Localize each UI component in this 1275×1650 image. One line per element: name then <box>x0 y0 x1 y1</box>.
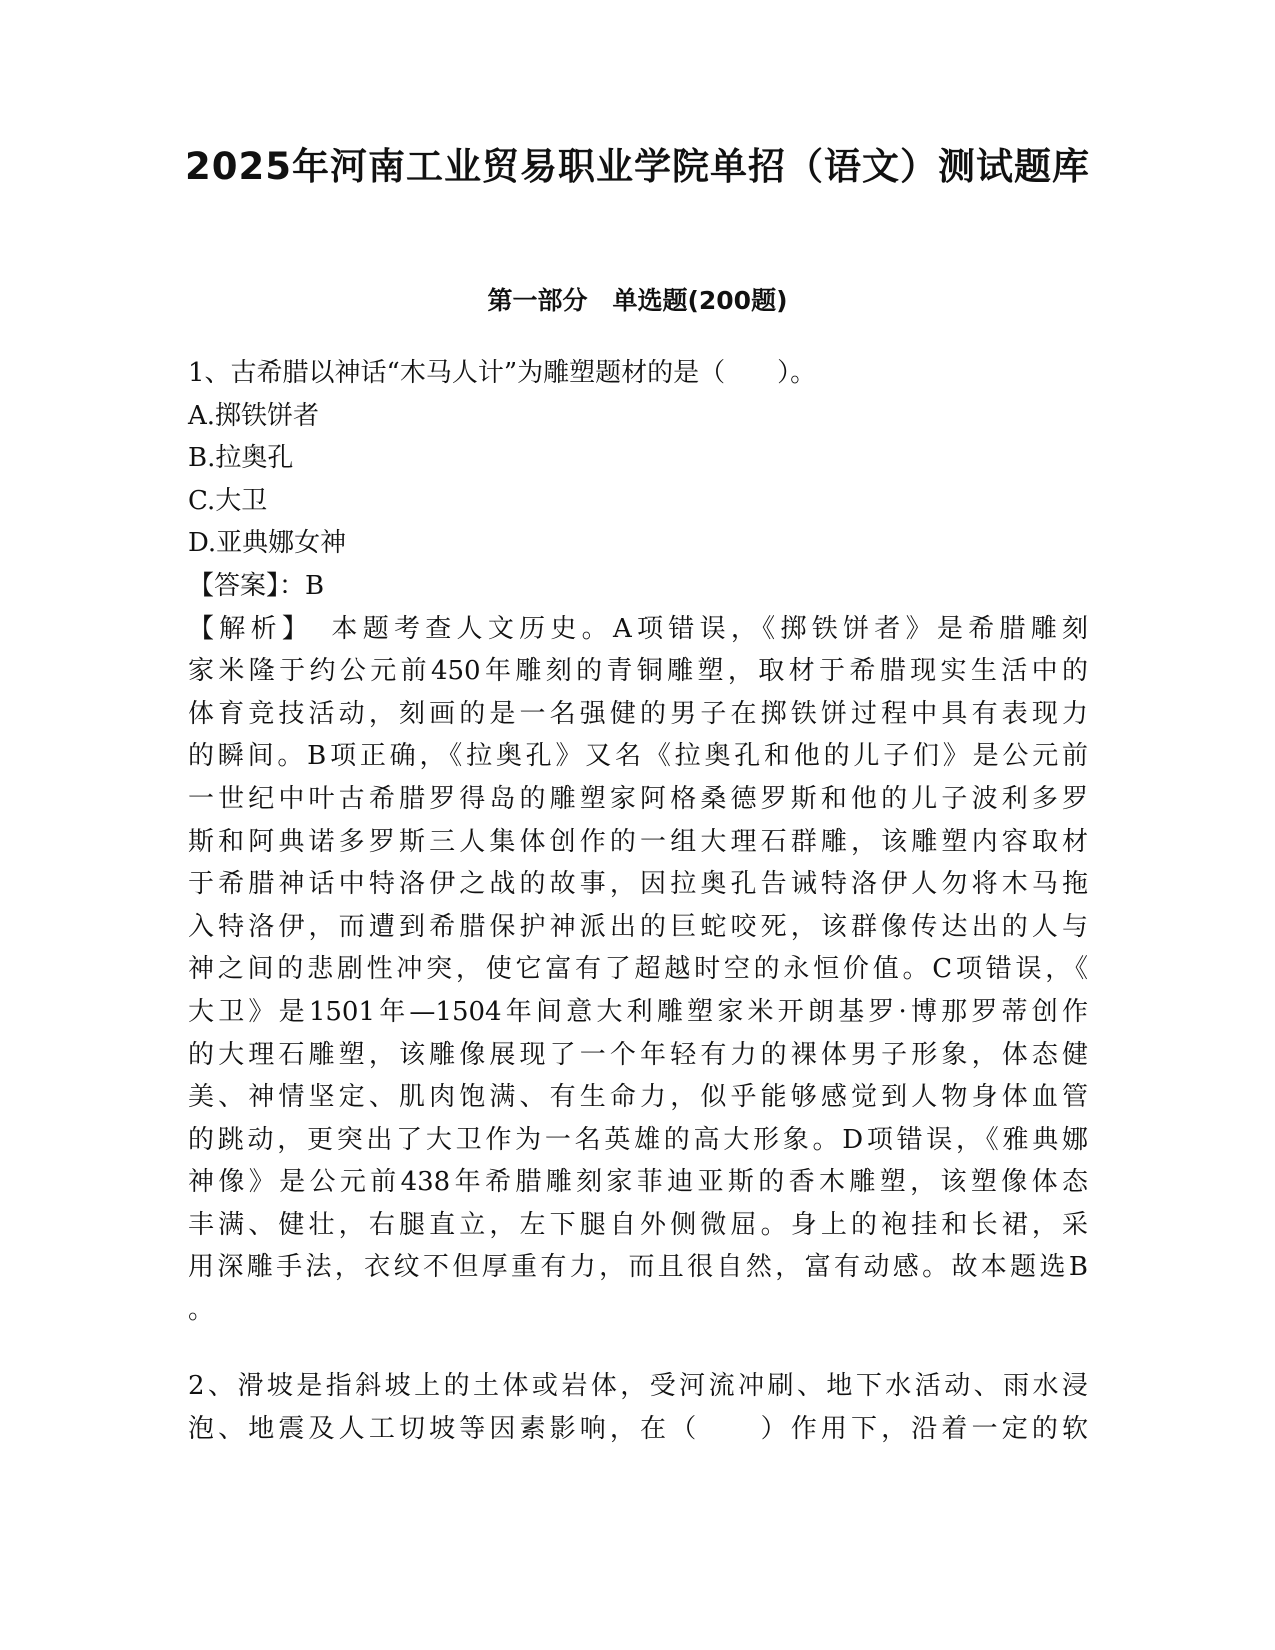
question-stem: 1、古希腊以神话“木马人计”为雕塑题材的是（ ）。 <box>188 358 817 388</box>
question-1 <box>188 352 1088 1332</box>
analysis-line: 神之间的悲剧性冲突，使它富有了超越时空的永恒价值。C项错误，《 <box>188 954 1088 985</box>
question-2 <box>188 1365 1088 1450</box>
analysis-line: 大卫》是1501年—1504年间意大利雕塑家米开朗基罗·博那罗蒂创作 <box>188 996 1088 1027</box>
analysis-line: 美、神情坚定、肌肉饱满、有生命力，似乎能够感觉到人物身体血管 <box>188 1082 1088 1113</box>
analysis-line: 一世纪中叶古希腊罗得岛的雕塑家阿格桑德罗斯和他的儿子波利多罗 <box>188 783 1088 814</box>
analysis-line: 的瞬间。B项正确，《拉奥孔》又名《拉奥孔和他的儿子们》是公元前 <box>188 741 1088 772</box>
question-stem-line: 泡、地震及人工切坡等因素影响，在（ ）作用下，沿着一定的软 <box>188 1413 1088 1444</box>
question-stem-line: 2、滑坡是指斜坡上的土体或岩体，受河流冲刷、地下水活动、雨水浸 <box>188 1371 1088 1401</box>
analysis-line: 【解析】 本题考查人文历史。A项错误，《掷铁饼者》是希腊雕刻 <box>188 613 1088 644</box>
option-b: B.拉奥孔 <box>188 443 294 474</box>
analysis-line: 体育竞技活动，刻画的是一名强健的男子在掷铁饼过程中具有表现力 <box>188 698 1088 729</box>
analysis-line: 神像》是公元前438年希腊雕刻家菲迪亚斯的香木雕塑，该塑像体态 <box>188 1167 1088 1198</box>
analysis-line: 丰满、健壮，右腿直立，左下腿自外侧微屈。身上的袍挂和长裙，采 <box>188 1209 1088 1240</box>
analysis-line: 的跳动，更突出了大卫作为一名英雄的高大形象。D项错误，《雅典娜 <box>188 1124 1088 1155</box>
analysis-line: 家米隆于约公元前450年雕刻的青铜雕塑，取材于希腊现实生活中的 <box>188 656 1088 687</box>
analysis-line: 的大理石雕塑，该雕像展现了一个年轻有力的裸体男子形象，体态健 <box>188 1039 1088 1070</box>
option-a: A.掷铁饼者 <box>188 400 320 431</box>
analysis-line-tail: 。 <box>188 1295 215 1326</box>
option-c: C.大卫 <box>188 485 268 516</box>
section-title: 第一部分 单选题(200题) <box>487 286 788 315</box>
document-title: 2025年河南工业贸易职业学院单招（语文）测试题库 <box>185 145 1090 188</box>
analysis-line: 于希腊神话中特洛伊之战的故事，因拉奥孔告诫特洛伊人勿将木马拖 <box>188 869 1088 900</box>
analysis-line: 入特洛伊，而遭到希腊保护神派出的巨蛇咬死，该群像传达出的人与 <box>188 911 1088 942</box>
analysis-line: 斯和阿典诺多罗斯三人集体创作的一组大理石群雕，该雕塑内容取材 <box>188 826 1088 857</box>
analysis-line: 用深雕手法，衣纹不但厚重有力，而且很自然，富有动感。故本题选B <box>188 1252 1088 1283</box>
option-d: D.亚典娜女神 <box>188 528 347 559</box>
answer-line: 【答案】：B <box>188 570 325 601</box>
